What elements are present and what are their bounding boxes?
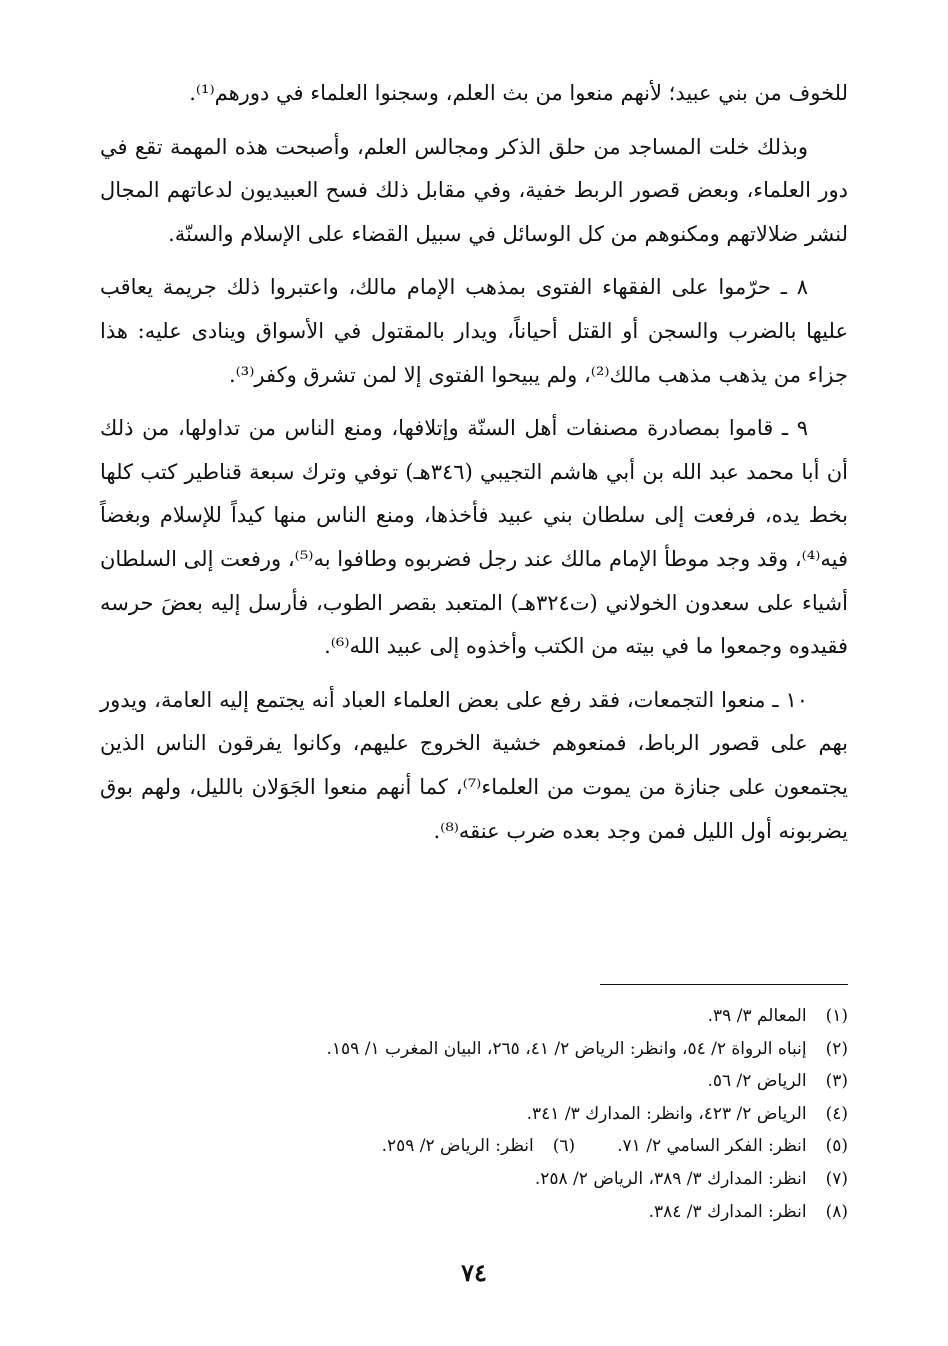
- footnote-number: (٤): [825, 1103, 848, 1124]
- footnote-number: (٦): [552, 1136, 576, 1157]
- footnote-text: الرياض ٢/ ٤٢٣، وانظر: المدارك ٣/ ٣٤١.: [526, 1103, 807, 1124]
- paragraph-mosques: وبذلك خلت المساجد من حلق الذكر ومجالس العلم، وأصبحت هذه المهمة تقع في دور العلماء، وبعض قصور الربط خفية، وفي مقابل ذلك فسح العبيديون لدعاتهم المجال لنشر ضلالاتهم ومكنوهم من كل الوسائل في سبيل القضاء على الإسلام والسنّة.: [100, 134, 848, 246]
- footnotes: [100, 1000, 848, 1228]
- footnote-separator: [600, 984, 848, 985]
- footnote-text: إنباه الرواة ٢/ ٥٤، وانظر: الرياض ٢/ ٤١، ٢٦٥، البيان المغرب ١/ ١٥٩.: [326, 1038, 807, 1059]
- footnote-text: انظر: الرياض ٢/ ٢٥٩.: [381, 1136, 534, 1157]
- footnote-number: (٨): [825, 1201, 848, 1222]
- footnote-number: (٧): [825, 1168, 848, 1189]
- footnote-text: الرياض ٢/ ٥٦.: [707, 1071, 807, 1092]
- footnote-text: انظر: المدارك ٣/ ٣٨٩، الرياض ٢/ ٢٥٨.: [534, 1168, 807, 1189]
- footnote-number: (٥): [825, 1136, 848, 1157]
- paragraph-item-9: ٩ ـ قاموا بمصادرة مصنفات أهل السنّة وإتلافها، ومنع الناس من تداولها، من ذلك أن أبا محمد عبد الله بن أبي هاشم التجيبي (٣٤٦هـ) توفي وترك سبعة قناطير كتب كلها بخط يده، فرفعت إلى سلطان بني عبيد فأخذها، ومنع الناس منها كيداً للإسلام وبغضاً فيه⁽⁴⁾، وقد وجد موطأ الإمام مالك عند رجل فضربوه وطافوا به⁽⁵⁾، ورفعت إلى السلطان أشياء على سعدون الخولاني (ت٣٢٤هـ) المتعبد بقصر الطوب، فأرسل إليه بعضَ حرسه فقيدوه وجمعوا ما في بيته من الكتب وأخذوه إلى عبيد الله⁽⁶⁾.: [100, 416, 848, 659]
- paragraph-item-10: ١٠ ـ منعوا التجمعات، فقد رفع على بعض العلماء العباد أنه يجتمع إليه العامة، ويدور بهم على قصور الرباط، فمنعوهم خشية الخروج عليهم، وكانوا يفرقون الناس الذين يجتمعون على جنازة من يموت من العلماء⁽⁷⁾، كما أنهم منعوا الجَوَلان بالليل، ولهم بوق يضربونه أول الليل فمن وجد بعده ضرب عنقه⁽⁸⁾.: [100, 687, 849, 843]
- footnote-1: [100, 1000, 848, 1033]
- footnote-2: [100, 1033, 848, 1066]
- footnote-number: (٣): [825, 1071, 848, 1092]
- footnote-6: [382, 1130, 576, 1163]
- footnote-8: [100, 1196, 848, 1229]
- footnote-3: [100, 1065, 848, 1098]
- page-number: ٧٤: [461, 1258, 487, 1287]
- main-text: [100, 72, 848, 863]
- footnote-5-6-row: [100, 1130, 848, 1163]
- footnote-number: (١): [825, 1006, 848, 1026]
- paragraph-item-8: ٨ ـ حرّموا على الفقهاء الفتوى بمذهب الإمام مالك، واعتبروا ذلك جريمة يعاقب عليها بالضرب والسجن أو القتل أحياناً، ويدار بالمقتول في الأسواق وينادى عليه: هذا جزاء من يذهب مذهب مالك⁽²⁾، ولم يبيحوا الفتوى إلا لمن تشرق وكفر⁽³⁾.: [100, 275, 848, 387]
- paragraph-continuation: للخوف من بني عبيد؛ لأنهم منعوا من بث العلم، وسجنوا العلماء في دورهم⁽¹⁾.: [189, 81, 848, 105]
- footnote-number: (٢): [825, 1038, 848, 1059]
- footnote-text: انظر: الفكر السامي ٢/ ٧١.: [617, 1136, 807, 1157]
- footnote-text: انظر: المدارك ٣/ ٣٨٤.: [648, 1201, 807, 1222]
- footnote-text: المعالم ٣/ ٣٩.: [707, 1006, 807, 1026]
- footnote-7: [100, 1163, 848, 1196]
- footnote-5: [617, 1130, 848, 1163]
- footnote-4: [100, 1098, 848, 1131]
